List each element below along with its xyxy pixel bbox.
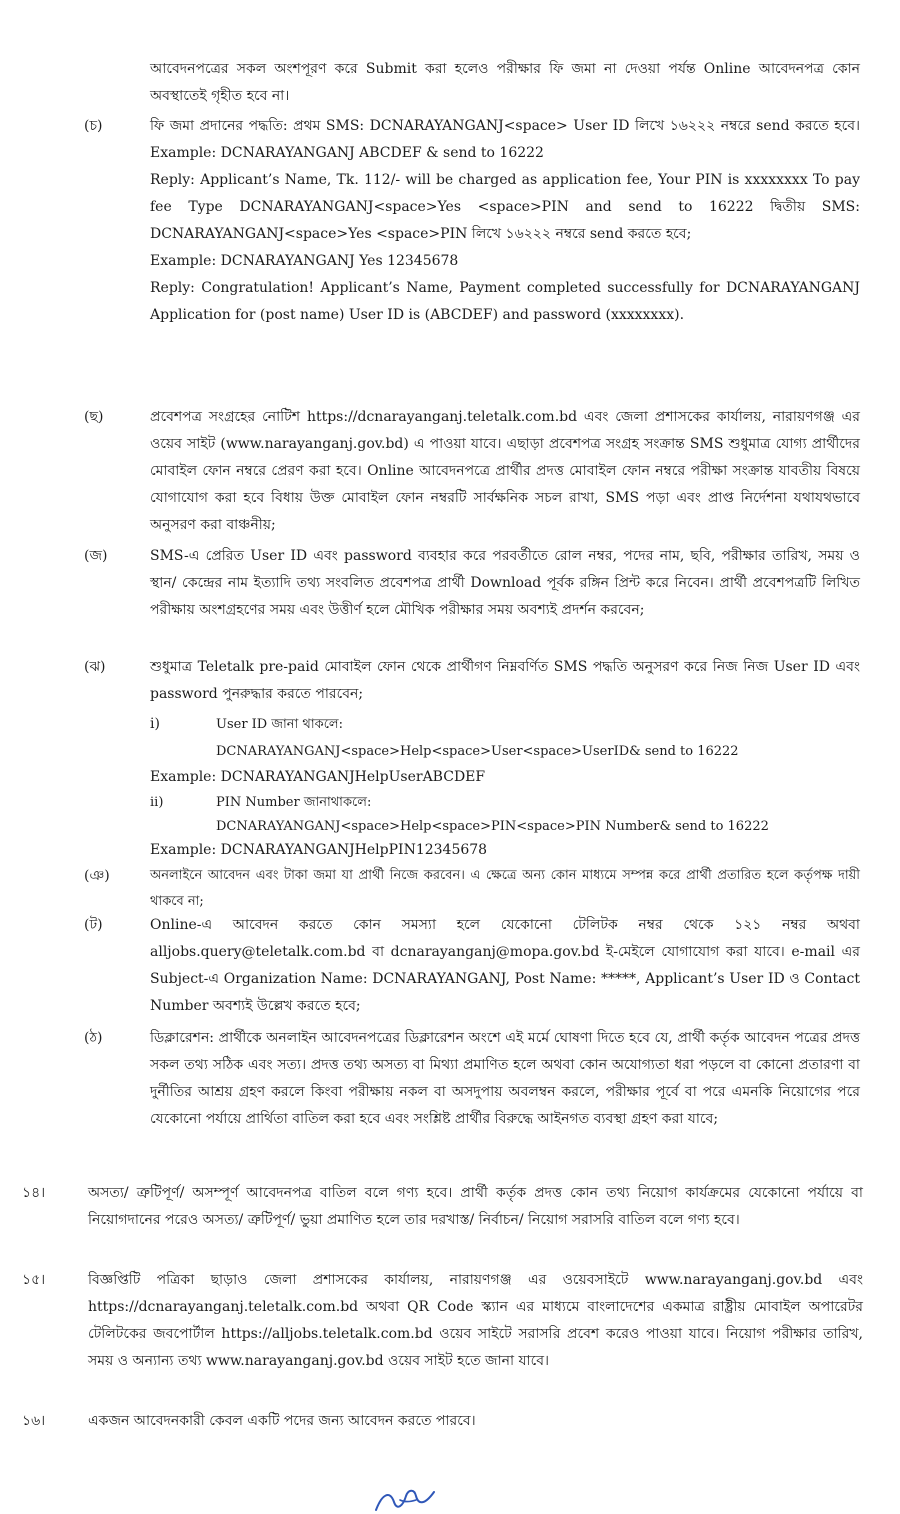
subsection-label: (ঝ) <box>84 659 106 675</box>
clause-text: বিজ্ঞপ্তিটি পত্রিকা ছাড়াও জেলা প্রশাসকের কার্যালয়, নারায়ণগঞ্জ এর ওয়েবসাইটে www.narayanganj.gov.bd এবং https://dcnarayanganj.teletalk.com.bd অথবা QR Code স্ক্যান এর মাধ্যমে বাংলাদেশের একমাত্র রাষ্ট্রীয় মোবাইল অপারেটর টেলিটকের জবপোর্টাল https://alljobs.teletalk.com.bd ওয়েব সাইটে সরাসরি প্রবেশ করেও পাওয়া যাবে। নিয়োগ পরীক্ষার তারিখ, সময় ও অন্যান্য তথ্য www.narayanganj.gov.bd ওয়েব সাইট হতে জানা যাবে। <box>88 1272 863 1369</box>
clause-text: অসত্য/ ত্রুটিপূর্ণ/ অসম্পূর্ণ আবেদনপত্র বাতিল বলে গণ্য হবে। প্রার্থী কর্তৃক প্রদত্ত কোন তথ্য নিয়োগ কার্যক্রমের যেকোনো পর্যায়ে বা নিয়োগদানের পরেও অসত্য/ ত্রুটিপূর্ণ/ ভুয়া প্রমাণিত হলে তার দরখাস্ত/ নির্বাচন/ নিয়োগ সরাসরি বাতিল বলে গণ্য হবে। <box>88 1185 863 1228</box>
clause-text: একজন আবেদনকারী কেবল একটি পদের জন্য আবেদন করতে পারবে। <box>88 1413 476 1429</box>
subsection-label: (জ) <box>84 548 108 564</box>
recovery-ii-command: DCNARAYANGANJ<space>Help<space>PIN<space>PIN Number& send to 16222 <box>216 819 769 834</box>
subsection-text: প্রবেশপত্র সংগ্রহের নোটিশ https://dcnarayanganj.teletalk.com.bd এবং জেলা প্রশাসকের কার্যালয়, নারায়ণগঞ্জ এর ওয়েব সাইট (www.narayanganj.gov.bd) এ পাওয়া যাবে। এছাড়া প্রবেশপত্র সংগ্রহ সংক্রান্ত SMS শুধুমাত্র যোগ্য প্রার্থীদের মোবাইল ফোন নম্বরে প্রেরণ করা হবে। Online আবেদনপত্রে প্রার্থীর প্রদত্ত মোবাইল ফোন নম্বরে পরীক্ষা সংক্রান্ত যাবতীয় বিষয়ে যোগাযোগ করা হবে বিধায় উক্ত মোবাইল ফোন নম্বরটি সার্বক্ষনিক সচল রাখা, SMS পড়া এবং প্রাপ্ত নির্দেশনা যথাযথভাবে অনুসরণ করা বাঞ্চনীয়; <box>150 409 860 533</box>
recovery-ii-example: Example: DCNARAYANGANJHelpPIN12345678 <box>150 842 488 858</box>
subsection-text: ফি জমা প্রদানের পদ্ধতি: প্রথম SMS: DCNARAYANGANJ<space> User ID লিখে ১৬২২২ নম্বরে send করতে হবে। Example: DCNARAYANGANJ ABCDEF & send to 16222 Reply: Applicant’s Name, Tk. 112/- will be charged as application fee, Your PIN is xxxxxxxx To pay fee Type DCNARAYANGANJ<space>Yes <space>PIN and send to 16222 দ্বিতীয় SMS: DCNARAYANGANJ<space>Yes <space>PIN লিখে ১৬২২২ নম্বরে send করতে হবে; Example: DCNARAYANGANJ Yes 12345678 Reply: Congratulation! Applicant’s Name, Payment completed successfully for DCNARAYANGANJ Application for (post name) User ID is (ABCDEF) and password (xxxxxxxx). <box>150 118 860 323</box>
subsection-text: শুধুমাত্র Teletalk pre-paid মোবাইল ফোন থেকে প্রার্থীগণ নিম্নবর্ণিত SMS পদ্ধতি অনুসরণ করে নিজ নিজ User ID এবং password পুনরুদ্ধার করতে পারবেন; <box>150 659 860 702</box>
subsection-label: (ট) <box>84 917 103 933</box>
subsection-label: (ঠ) <box>84 1030 103 1046</box>
subsection-text: ডিক্লারেশন: প্রার্থীকে অনলাইন আবেদনপত্রের ডিক্লারেশন অংশে এই মর্মে ঘোষণা দিতে হবে যে, প্রার্থী কর্তৃক আবেদন পত্রের প্রদত্ত সকল তথ্য সঠিক এবং সত্য। প্রদত্ত তথ্য অসত্য বা মিথ্যা প্রমাণিত হলে অথবা কোন অযোগ্যতা ধরা পড়লে বা কোনো প্রতারণা বা দুর্নীতির আশ্রয় গ্রহণ করলে কিংবা পরীক্ষায় নকল বা অসদুপায় অবলম্বন করলে, পরীক্ষার পূর্বে বা পরে এমনকি নিয়োগের পরে যেকোনো পর্যায়ে প্রার্থিতা বাতিল করা হবে এবং সংশ্লিষ্ট প্রার্থীর বিরুদ্ধে আইনগত ব্যবস্থা গ্রহণ করা যাবে; <box>150 1030 860 1127</box>
recovery-i-title: User ID জানা থাকলে: <box>216 717 343 732</box>
recovery-i-label: i) <box>150 716 160 732</box>
subsection-text: SMS-এ প্রেরিত User ID এবং password ব্যবহার করে পরবর্তীতে রোল নম্বর, পদের নাম, ছবি, পরীক্ষার তারিখ, সময় ও স্থান/ কেন্দ্রের নাম ইত্যাদি তথ্য সংবলিত প্রবেশপত্র প্রার্থী Download পূর্বক রঙ্গিন প্রিন্ট করে নিবেন। প্রার্থী প্রবেশপত্রটি লিখিত পরীক্ষায় অংশগ্রহণের সময় এবং উত্তীর্ণ হলে মৌখিক পরীক্ষার সময় অবশ্যই প্রদর্শন করবেন; <box>150 548 860 618</box>
clause-number: ১৫। <box>22 1272 46 1288</box>
recovery-i-command: DCNARAYANGANJ<space>Help<space>User<space>UserID& send to 16222 <box>216 744 739 759</box>
clause-number: ১৪। <box>22 1185 46 1201</box>
subsection-text: অনলাইনে আবেদন এবং টাকা জমা যা প্রার্থী নিজে করবেন। এ ক্ষেত্রে অন্য কোন মাধ্যমে সম্পন্ন করে প্রার্থী প্রতারিত হলে কর্তৃপক্ষ দায়ী থাকবে না; <box>150 868 860 909</box>
recovery-ii-title: PIN Number জানাথাকলে: <box>216 795 372 810</box>
subsection-label: (ছ) <box>84 409 104 425</box>
recovery-i-example: Example: DCNARAYANGANJHelpUserABCDEF <box>150 769 486 785</box>
subsection-label: (ঞ) <box>84 868 110 884</box>
signature-mark <box>370 1484 440 1514</box>
recovery-ii-label: ii) <box>150 795 164 810</box>
intro-text: আবেদনপত্রের সকল অংশপূরণ করে Submit করা হলেও পরীক্ষার ফি জমা না দেওয়া পর্যন্ত Online আবেদনপত্র কোন অবস্থাতেই গৃহীত হবে না। <box>150 61 860 104</box>
subsection-label: (চ) <box>84 118 103 134</box>
subsection-text: Online-এ আবেদন করতে কোন সমস্যা হলে যেকোনো টেলিটক নম্বর থেকে ১২১ নম্বর অথবা alljobs.query@teletalk.com.bd বা dcnarayanganj@mopa.gov.bd ই-মেইলে যোগাযোগ করা যাবে। e-mail এর Subject-এ Organization Name: DCNARAYANGANJ, Post Name: *****, Applicant’s User ID ও Contact Number অবশ্যই উল্লেখ করতে হবে; <box>150 917 860 1014</box>
clause-number: ১৬। <box>22 1413 46 1429</box>
